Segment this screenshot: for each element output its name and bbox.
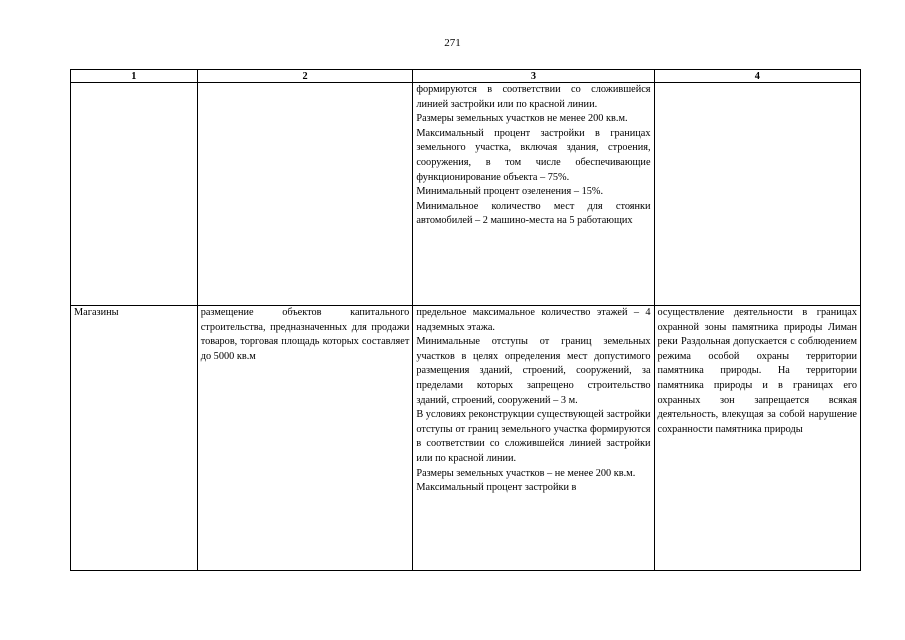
table-row <box>71 83 861 306</box>
column-header-4: 4 <box>654 70 860 83</box>
column-header-2: 2 <box>197 70 413 83</box>
table-row <box>71 306 861 571</box>
use-type-cell: Магазины <box>71 306 198 571</box>
use-description-cell <box>197 83 413 306</box>
restrictions-cell <box>654 83 860 306</box>
parameter-paragraph: Максимальный процент застройки в границах земельного участка, включая здания, строения, сооружения, в том числе обеспечивающие функционирование объекта – 75%. <box>416 127 651 183</box>
parameter-paragraph: Размеры земельных участков не менее 200 кв.м. <box>416 113 628 125</box>
parameters-cell <box>413 306 654 571</box>
parameter-paragraph: формируются в соответствии со сложившейся линией застройки или по красной линии. <box>416 84 651 110</box>
parameters-cell <box>413 83 654 306</box>
use-description-cell: размещение объектов капитального строительства, предназначенных для продажи товаров, торговая площадь которых составляет до 5000 кв.м <box>197 306 413 571</box>
parameter-paragraph: Минимальное количество мест для стоянки автомобилей – 2 машино-места на 5 работающих <box>416 200 651 227</box>
table-header-row <box>71 70 861 83</box>
parameter-paragraph: Размеры земельных участков – не менее 200 кв.м. <box>416 467 636 479</box>
column-header-3: 3 <box>413 70 654 83</box>
parameter-paragraph: В условиях реконструкции существующей застройки отступы от границ земельного участка формируются в соответствии со сложившейся линией застройки или по красной линии. <box>416 409 651 464</box>
regulations-table <box>70 69 861 571</box>
column-header-1: 1 <box>71 70 198 83</box>
restrictions-cell: осуществление деятельности в границах охранной зоны памятника природы Лиман реки Раздольная допускается с соблюдением режима особой охраны территории памятника природы. На территории памятника природы и в границах его охранных зон запрещается всякая деятельность, влекущая за собой нарушение сохранности памятника природы <box>654 306 860 571</box>
parameter-paragraph: предельное максимальное количество этажей – 4 надземных этажа. <box>416 307 651 333</box>
parameter-paragraph: Минимальный процент озеленения – 15%. <box>416 186 604 198</box>
page-number: 271 <box>444 37 461 49</box>
parameter-paragraph: Минимальные отступы от границ земельных участков в целях определения мест допустимого размещения зданий, строений, сооружений, за пределами которых запрещено строительство зданий, строений, сооружений – 3 м. <box>416 336 651 406</box>
parameter-paragraph: Максимальный процент застройки в <box>416 482 577 494</box>
use-type-cell <box>71 83 198 306</box>
